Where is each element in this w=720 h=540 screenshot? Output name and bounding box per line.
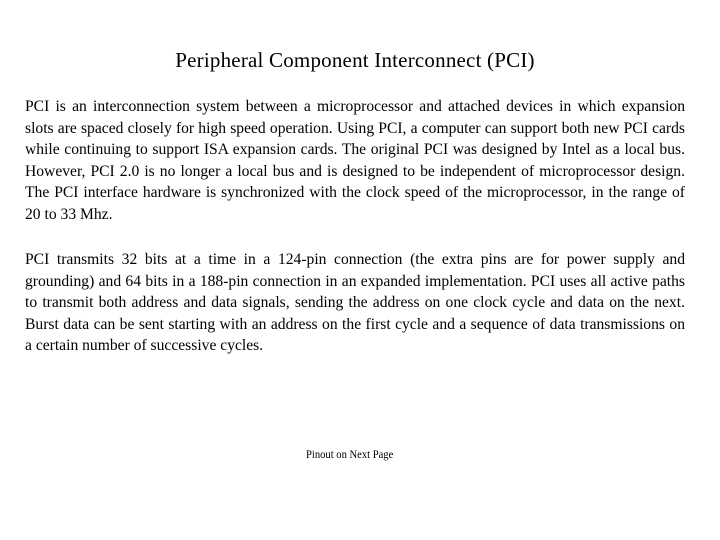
footer-note: Pinout on Next Page xyxy=(306,449,394,461)
slide-title: Peripheral Component Interconnect (PCI) xyxy=(175,48,535,72)
paragraph-pci-overview: PCI is an interconnection system between a microprocessor and attached devices in which expansion slots are spaced closely for high speed operation. Using PCI, a computer can support both new PCI cards while continuing to support ISA expansion cards. The original PCI was designed by Intel as a local bus. However, PCI 2.0 is no longer a local bus and is designed to be independent of microprocessor design. The PCI interface hardware is synchronized with the clock speed of the microprocessor, in the range of 20 to 33 Mhz. xyxy=(25,98,685,223)
paragraph-pci-transmission: PCI transmits 32 bits at a time in a 124-pin connection (the extra pins are for power supply and grounding) and 64 bits in a 188-pin connection in an expanded implementation. PCI uses all active paths to transmit both address and data signals, sending the address on one clock cycle and data on the next. Burst data can be sent starting with an address on the first cycle and a sequence of data transmissions on a certain number of successive cycles. xyxy=(25,251,685,355)
